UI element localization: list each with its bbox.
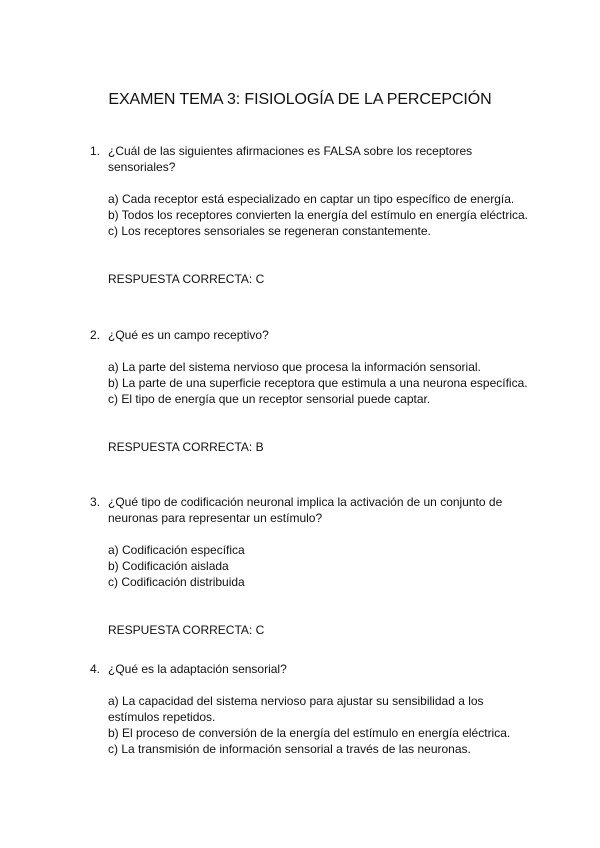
question-number: 3. [90,495,101,509]
question-1 [90,143,530,299]
option-a: a) La parte del sistema nervioso que procesa la información sensorial. [108,360,481,374]
question-number: 4. [90,662,101,676]
question-2 [90,327,530,467]
option-b: b) El proceso de conversión de la energía del estímulo en energía eléctrica. [108,726,511,740]
option-c: c) Los receptores sensoriales se regeneran constantemente. [108,224,431,238]
page-title: EXAMEN TEMA 3: FISIOLOGÍA DE LA PERCEPCIÓN [108,91,492,108]
options-list [108,191,530,239]
question-4 [90,661,530,757]
options-list [108,693,530,757]
correct-answer: RESPUESTA CORRECTA: B [108,440,264,454]
option-b: b) Todos los receptores convierten la energía del estímulo en energía eléctrica. [108,208,529,222]
option-c: c) La transmisión de información sensorial a través de las neuronas. [108,742,471,756]
option-b: b) Codificación aislada [108,559,229,573]
question-text: ¿Qué tipo de codificación neuronal implica la activación de un conjunto de neuronas para representar un estímulo? [108,495,503,525]
option-b: b) La parte de una superficie receptora que estimula a una neurona específica. [108,376,528,390]
options-list [108,542,530,590]
option-c: c) Codificación distribuida [108,575,245,589]
question-text: ¿Cuál de las siguientes afirmaciones es FALSA sobre los receptores sensoriales? [108,144,473,174]
options-list [108,359,530,407]
question-text: ¿Qué es un campo receptivo? [108,328,269,342]
correct-answer: RESPUESTA CORRECTA: C [108,272,265,286]
question-number: 2. [90,328,101,342]
option-a: a) Codificación específica [108,543,245,557]
question-number: 1. [90,144,101,158]
question-text: ¿Qué es la adaptación sensorial? [108,662,287,676]
option-a: a) Cada receptor está especializado en captar un tipo específico de energía. [108,192,515,206]
option-a: a) La capacidad del sistema nervioso para ajustar su sensibilidad a los estímulos repetidos. [108,694,484,724]
option-c: c) El tipo de energía que un receptor sensorial puede captar. [108,392,431,406]
correct-answer: RESPUESTA CORRECTA: C [108,623,265,637]
question-3 [90,494,530,650]
